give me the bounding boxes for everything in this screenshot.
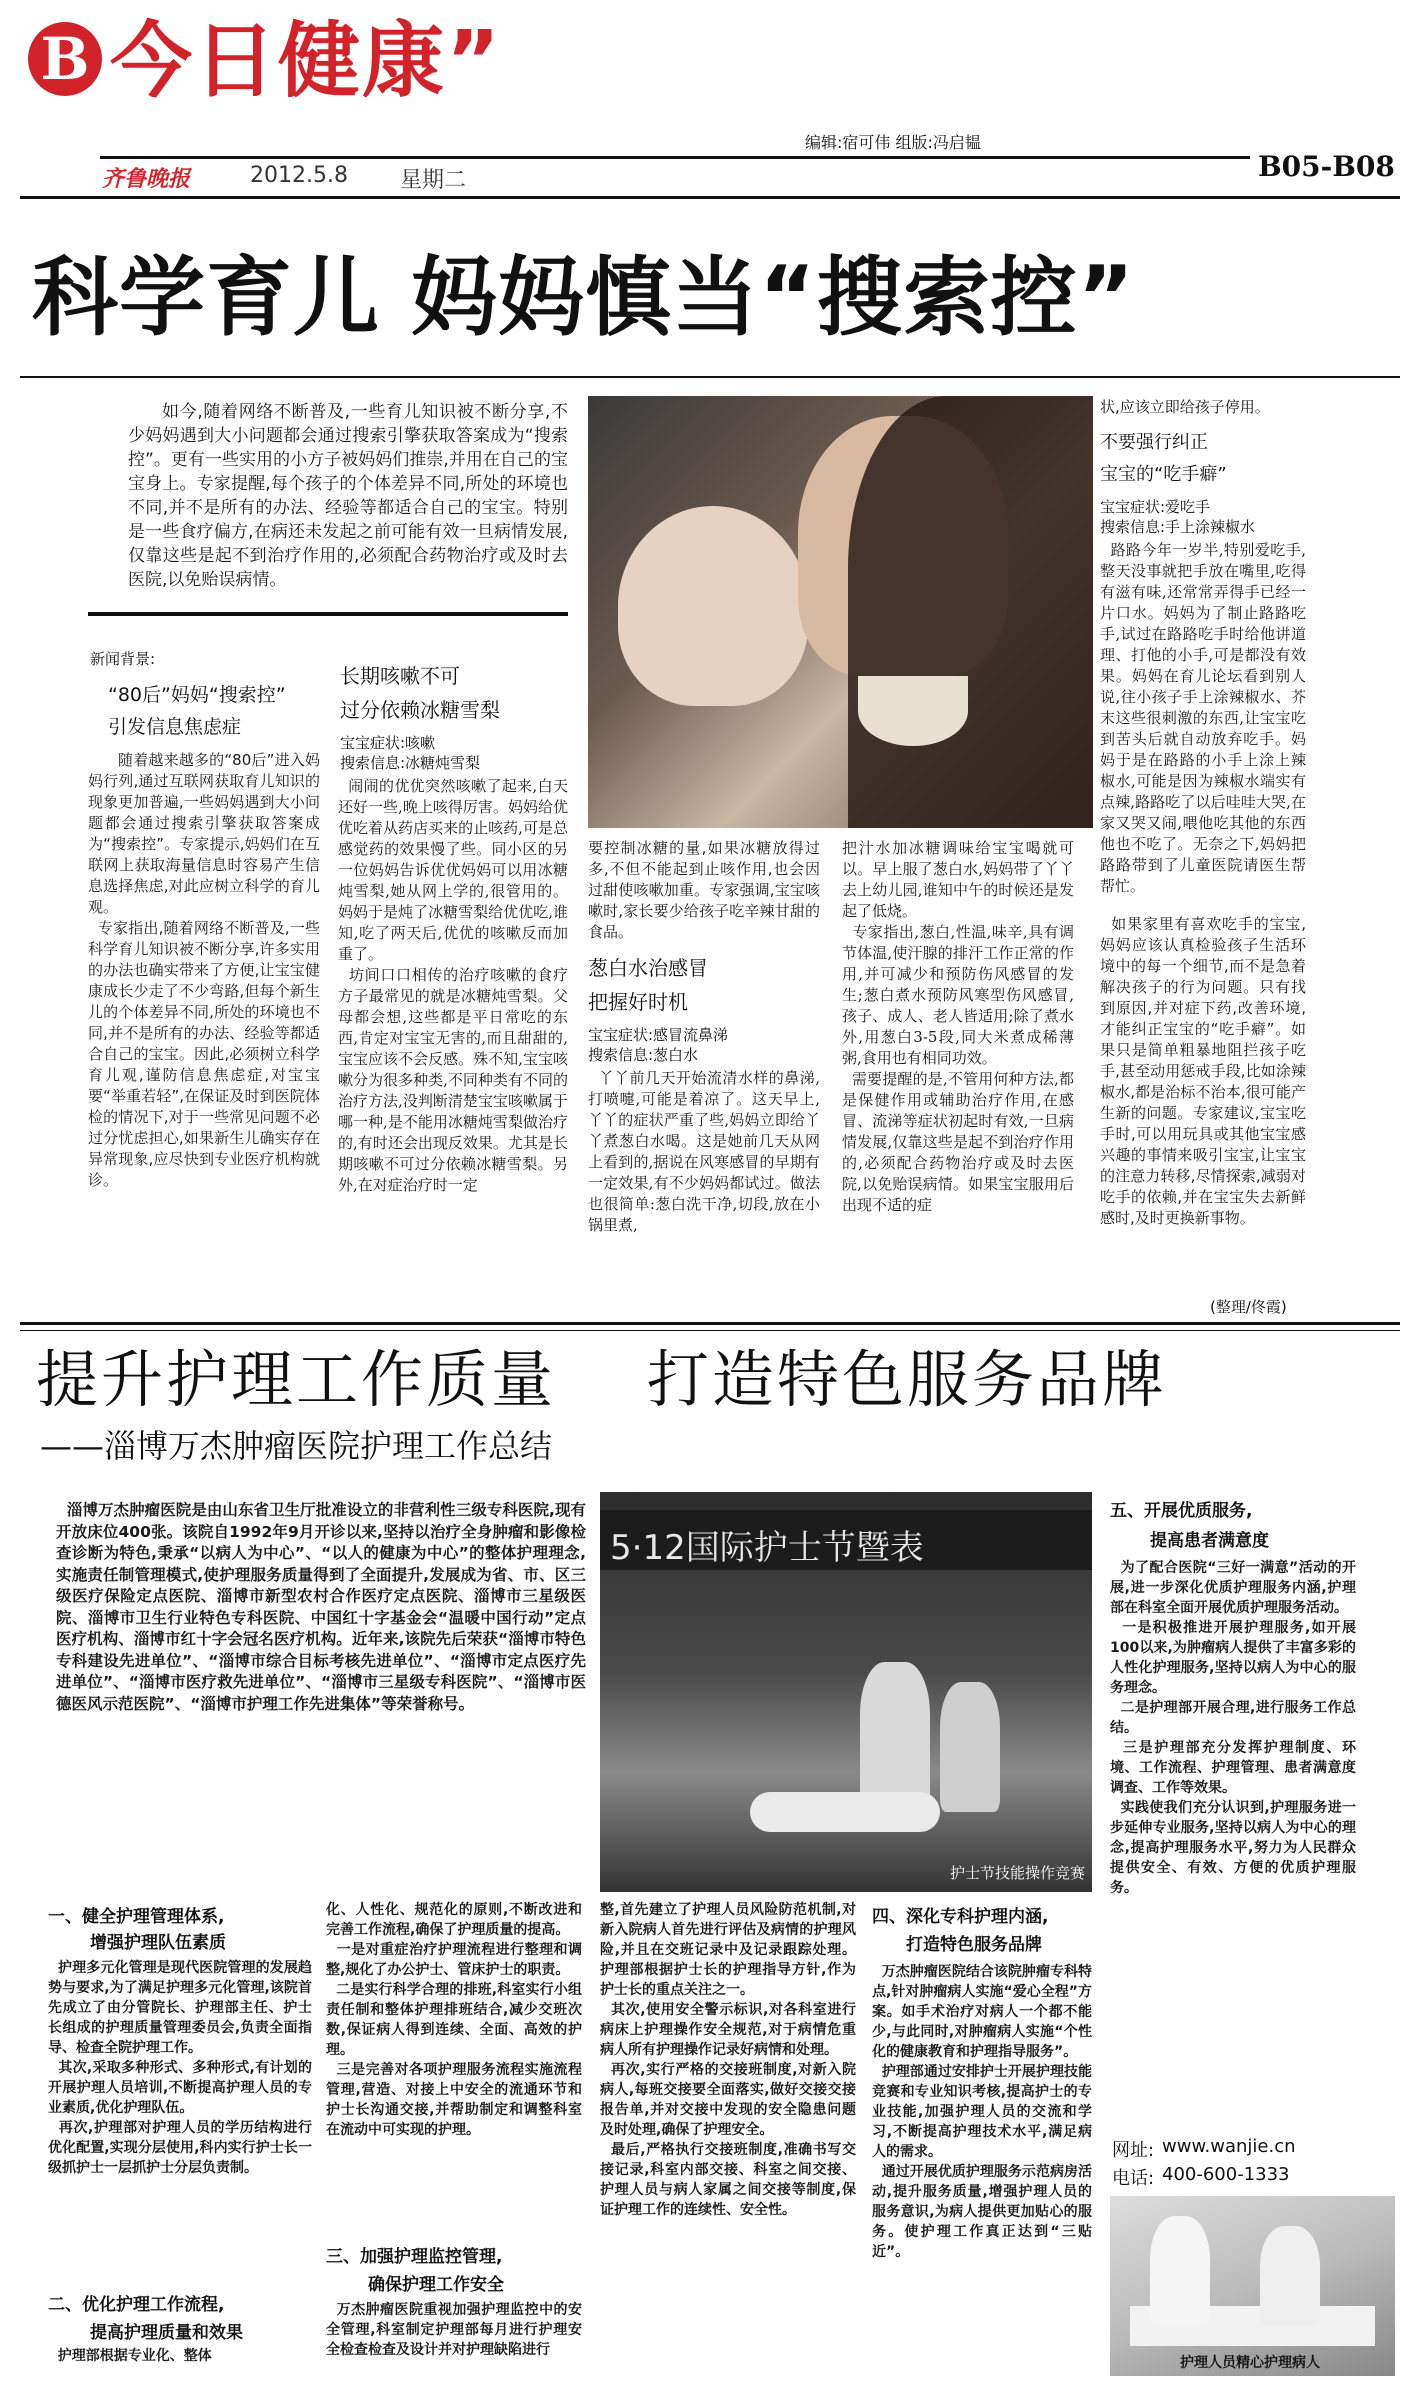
mother-hair bbox=[848, 396, 1093, 828]
col-a-heading-2: 二、优化护理工作流程, bbox=[48, 2295, 225, 2315]
col-c-body: 整,首先建立了护理人员风险防范机制,对新入院病人首先进行评估及病情的护理风险,并且在交班记录中及记录跟踪处理。护理部根据护士长的护理指导方针,作为护士长的重点关注之一。 其次,使用安全警示标识,对各科室进行病床上护理操作安全规范,对于病情危重病人所有护理操作记录好病情和处理。 再次,实行严格的交接班制度,对新入院病人,每班交接要全面落实,做好交接交接报告单,并对交接中发现的安全隐患问题及时处理,确保了护理安全。 最后,严格执行交接班制度,准确书写交接记录,科室内部交接、科室之间交接、护理人员与病人家属之间交接等制度,保证护理工作的连续性、安全性。 bbox=[600, 1902, 856, 2218]
col-d-body: 万杰肿瘤医院结合该院肿瘤专科特点,针对肿瘤病人实施“爱心全程”方案。如手术治疗对病人一个都不能少,与此同时,对肿瘤病人实施“个性化的健康教育和护理指导服务”。 护理部通过安排护士开展护理技能竞赛和专业知识考核,提高护士的专业技能,加强护理人员的交流和学习,不断提高护理技术水平,满足病人的需求。 通过开展优质护理服务示范病房活动,提升服务质量,增强护理人员的服务意识,为病人提供更加贴心的服务。使护理工作真正达到“三贴近”。 bbox=[872, 1964, 1092, 2260]
article1-bottom-rule bbox=[20, 1322, 1400, 1325]
col-d-heading-4b: 打造特色服务品牌 bbox=[906, 1935, 1042, 1955]
photo2-caption: 护理人员精心护理病人 bbox=[1180, 2355, 1320, 2371]
photo1-caption: 护士节技能操作竞赛 bbox=[950, 1864, 1086, 1882]
col5-subhead-1: 不要强行纠正 bbox=[1100, 432, 1208, 453]
col5-symptom: 宝宝症状:爱吃手 bbox=[1100, 498, 1211, 516]
col3-body-2: 丫丫前几天开始流清水样的鼻涕,打喷嚏,可能是着凉了。这天早上,丫丫的症状严重了些,妈妈立即给丫丫煮葱白水喝。这是她前几天从网上看到的,据说在风寒感冒的早期有一定效果,有不少妈妈都试过。做法也很简单:葱白洗干净,切段,放在小锅里煮, bbox=[588, 1069, 820, 1234]
col-e-heading-5b: 提高患者满意度 bbox=[1150, 1531, 1269, 1551]
col3-subhead-1: 葱白水治感冒 bbox=[588, 956, 708, 980]
bowl-shape bbox=[858, 676, 968, 746]
col-a-body-1: 护理多元化管理是现代医院管理的发展趋势与要求,为了满足护理多元化管理,该院首先成立了由分管院长、护理部主任、护士长组成的护理质量管理委员会,负责全面指导、检查全院护理工作。 其次,采取多种形式、多种形式,有计划的开展护理人员培训,不断提高护理人员的专业素质,优化护理队伍。 再次,护理部对护理人员的学历结构进行优化配置,实现分层使用,科内实行护士长一级抓护士一层抓护士分层负责制。 bbox=[48, 1960, 312, 2176]
col-b-heading-3: 三、加强护理监控管理, bbox=[326, 2247, 503, 2267]
col3-subhead-2: 把握好时机 bbox=[588, 990, 688, 1014]
col5-search: 搜索信息:手上涂辣椒水 bbox=[1100, 518, 1256, 536]
article1-headline: 科学育儿 妈妈慎当“搜索控” bbox=[32, 248, 1135, 348]
nurse-figure-2 bbox=[940, 1682, 1000, 1812]
issue-date: 2012.5.8 bbox=[250, 163, 348, 188]
col-a-heading-2b: 提高护理质量和效果 bbox=[90, 2323, 243, 2343]
col2-subhead-1: 长期咳嗽不可 bbox=[340, 664, 460, 688]
nurse-contest-photo bbox=[600, 1492, 1092, 1892]
col4-body: 把汁水加冰糖调味给宝宝喝就可以。早上服了葱白水,妈妈带了丫丫去上幼儿园,谁知中午的时候还是发起了低烧。 专家指出,葱白,性温,味辛,具有调节体温,使汗腺的排汗工作正常的作用,并可减少和预防伤风感冒的发生;葱白煮水预防风寒型伤风感冒,孩子、成人、老人皆适用;除了煮水外,用葱白3-5段,同大米煮成稀薄粥,食用也有相同功效。 需要提醒的是,不管用何种方法,都是保健作用或辅助治疗作用,在感冒、流涕等症状初起时有效,一旦病情发展,仅靠这些是起不到治疗作用的,必须配合药物治疗或及时去医院,以免贻误病情。如果宝宝服用后出现不适的症 bbox=[842, 839, 1074, 1214]
article2-headline: 提升护理工作质量 打造特色服务品牌 bbox=[36, 1343, 1167, 1416]
col5-body-1: 路路今年一岁半,特别爱吃手,整天没事就把手放在嘴里,吃得有滋有味,还常常弄得手已经一片口水。妈妈为了制止路路吃手,试过在路路吃手时给他讲道理、打他的小手,可是都没有效果。妈妈在育儿论坛看到别人说,往小孩子手上涂辣椒水、芥末这些很刺激的东西,让宝宝吃到苦头后就自动放弃吃手。妈妈于是在路路的小手上涂上辣椒水,可能是因为辣椒水端实有点辣,路路吃了以后哇哇大哭,在家又哭又闹,喂他吃其他的东西他也不吃了。无奈之下,妈妈把路路带到了儿童医院请医生帮帮忙。 bbox=[1100, 541, 1306, 895]
col1-subhead-1: “80后”妈妈“搜索控” bbox=[108, 684, 286, 706]
website-label: 网址: bbox=[1112, 2140, 1155, 2161]
masthead-rule bbox=[100, 156, 1250, 159]
lead-rule bbox=[88, 612, 568, 616]
article1-headline-rule bbox=[20, 376, 1400, 378]
article-divider bbox=[20, 1330, 1400, 1331]
col-a-body-2: 护理部根据专业化、整体 bbox=[48, 2348, 212, 2364]
col-a-heading-1: 一、健全护理管理体系, bbox=[48, 1907, 225, 1927]
col-b-body-2: 万杰肿瘤医院重视加强护理监控中的安全管理,科室制定护理部每月进行护理安全检查检查及设计并对护理缺陷进行 bbox=[326, 2302, 582, 2358]
col2-symptom: 宝宝症状:咳嗽 bbox=[340, 734, 436, 752]
col-d-heading-4: 四、深化专科护理内涵, bbox=[872, 1907, 1049, 1927]
col1-body: 随着越来越多的“80后”进入妈妈行列,通过互联网获取育儿知识的现象更加普遍,一些妈妈遇到大小问题都会通过搜索引擎获取答案成为“搜索控”。专家提示,妈妈们在互联网上获取海量信息时容易产生信息选择焦虑,对此应树立科学的育儿观。 专家指出,随着网络不断普及,一些科学育儿知识被不断分享,许多实用的办法也确实带来了方便,让宝宝健康成长少走了不少弯路,但每个新生儿的个体差异不同,所处的环境也不同,并不是所有的办法、经验等都适合自己的宝宝。因此,必须树立科学育儿观,谨防信息焦虑症,对宝宝要“举重若轻”,在保证及时到医院体检的情况下,对于一些常见问题不必过分忧虑担心,如果新生儿确实存在异常现象,应尽快到专业医疗机构就诊。 bbox=[88, 751, 320, 1189]
issue-weekday: 星期二 bbox=[400, 168, 467, 193]
col2-subhead-2: 过分依赖冰糖雪梨 bbox=[340, 698, 500, 722]
col3-search: 搜索信息:葱白水 bbox=[588, 1046, 699, 1064]
baby-figure bbox=[618, 506, 808, 706]
paper-name: 齐鲁晚报 bbox=[102, 166, 191, 192]
col2-search: 搜索信息:冰糖炖雪梨 bbox=[340, 754, 481, 772]
article2-intro: 淄博万杰肿瘤医院是由山东省卫生厅批准设立的非营利性三级专科医院,现有开放床位400张。该院自1992年9月开诊以来,坚持以治疗全身肿瘤和影像检查诊断为特色,秉承“以病人为中心”、“以人的健康为中心”的整体护理理念,实施责任制管理模式,使护理服务质量得到了全面提升,发展成为省、市、区三级医疗保险定点医院、淄博市新型农村合作医疗定点医院、淄博市三星级医院、淄博市卫生行业特色专科医院、中国红十字基金会“温暖中国行动”定点医疗机构、淄博市红十字会冠名医疗机构。近年来,该院先后荣获“淄博市特色专科建设先进单位”、“淄博市综合目标考核先进单位”、“淄博市定点医疗先进单位”、“淄博市医疗救先进单位”、“淄博市三星级专科医院”、“淄博市医德医风示范医院”、“淄博市护理工作先进集体”等荣誉称号。 bbox=[56, 1501, 586, 1713]
nurse-figure-3 bbox=[1150, 2216, 1210, 2326]
nurse-care-photo bbox=[1110, 2196, 1395, 2376]
col-b-heading-3b: 确保护理工作安全 bbox=[368, 2275, 504, 2295]
col5-body-2: 如果家里有喜欢吃手的宝宝,妈妈应该认真检验孩子生活环境中的每一个细节,而不是急着解决孩子的行为问题。只有找到原因,并对症下药,改善环境,才能纠正宝宝的“吃手癖”。如果只是简单粗暴地阻拦孩子吃手,甚至动用惩戒手段,比如涂辣椒水,都是治标不治本,很可能产生新的问题。专家建议,宝宝吃手时,可以用玩具或其他宝宝感兴趣的事情来吸引宝宝,让宝宝的注意力转移,尽情探索,减弱对吃手的依赖,并在宝宝失去新鲜感时,及时更换新事物。 bbox=[1100, 915, 1306, 1227]
mother-baby-photo bbox=[588, 396, 1093, 828]
section-letter: B bbox=[40, 25, 90, 93]
page-range: B05-B08 bbox=[1258, 150, 1395, 183]
news-kicker: 新闻背景: bbox=[90, 650, 156, 668]
masthead-rule-bottom bbox=[20, 196, 1400, 199]
col3-symptom: 宝宝症状:感冒流鼻涕 bbox=[588, 1026, 729, 1044]
col5-top-text: 状,应该立即给孩子停用。 bbox=[1100, 398, 1270, 416]
nurse-figure-1 bbox=[860, 1662, 930, 1812]
patient-dummy bbox=[750, 1792, 940, 1832]
nurse-figure-4 bbox=[1260, 2226, 1320, 2326]
article1-byline: (整理/佟霞) bbox=[1210, 1298, 1287, 1316]
col-e-heading-5: 五、开展优质服务, bbox=[1110, 1501, 1253, 1521]
col5-subhead-2: 宝宝的“吃手癖” bbox=[1100, 464, 1227, 485]
col1-subhead-2: 引发信息焦虑症 bbox=[108, 716, 242, 738]
phone-number: 400-600-1333 bbox=[1162, 2164, 1290, 2185]
col-a-heading-1b: 增强护理队伍素质 bbox=[90, 1933, 226, 1953]
article1-lead: 如今,随着网络不断普及,一些育儿知识被不断分享,不少妈妈遇到大小问题都会通过搜索引擎获取答案成为“搜索控”。更有一些实用的小方子被妈妈们推崇,并用在自己的宝宝身上。专家提醒,每个孩子的个体差异不同,所处的环境也不同,并不是所有的办法、经验等都适合自己的宝宝。特别是一些食疗偏方,在病还未发起之前可能有效一旦病情发展,仅靠这些是起不到治疗作用的,必须配合药物治疗或及时去医院,以免贻误病情。 bbox=[128, 402, 568, 590]
col2-body: 闹闹的优优突然咳嗽了起来,白天还好一些,晚上咳得厉害。妈妈给优优吃着从药店买来的止咳药,可是总感觉药的效果慢了些。同小区的另一位妈妈告诉优优妈妈可以用冰糖炖雪梨,她从网上学的,很管用的。妈妈于是炖了冰糖雪梨给优优吃,谁知,吃了两天后,优优的咳嗽反而加重了。 坊间口口相传的治疗咳嗽的食疗方子最常见的就是冰糖炖雪梨。父母都会想,这些都是平日常吃的东西,肯定对宝宝无害的,而且甜甜的,宝宝应该不会反感。殊不知,宝宝咳嗽分为很多种类,不同种类有不同的治疗方法,没判断清楚宝宝咳嗽属于哪一种,是不能用冰糖炖雪梨做治疗的,有时还会出现反效果。尤其是长期咳嗽不可过分依赖冰糖雪梨。另外,在对症治疗时一定 bbox=[338, 777, 568, 1194]
col-b-body-1: 化、人性化、规范化的原则,不断改进和完善工作流程,确保了护理质量的提高。 一是对重症治疗护理流程进行整理和调整,规化了办公护士、管床护士的职责。 二是实行科学合理的排班,科室实行小组责任制和整体护理排班结合,减少交班次数,保证病人得到连续、全面、高效的护理。 三是完善对各项护理服务流程实施流程管理,营造、对接上中安全的流通环节和护士长沟通交接,并帮助制定和调整科室在流动中可实现的护理。 bbox=[326, 1902, 582, 2138]
col-e-body: 为了配合医院“三好一满意”活动的开展,进一步深化优质护理服务内涵,护理部在科室全面开展优质护理服务活动。 一是积极推进开展护理服务,如开展100以来,为肿瘤病人提供了丰富多彩的人性化护理服务,坚持以病人为中心的服务理念。 二是护理部开展合理,进行服务工作总结。 三是护理部充分发挥护理制度、环境、工作流程、护理管理、患者满意度调查、工作等效果。 实践使我们充分认识到,护理服务进一步延伸专业服务,坚持以病人为中心的理念,提高护理服务水平,努力为人民群众提供安全、有效、方便的优质护理服务。 bbox=[1110, 1560, 1356, 1896]
phone-label: 电话: bbox=[1112, 2168, 1155, 2189]
banner-text: 5·12国际护士节暨表 bbox=[610, 1528, 924, 1568]
editors-credit: 编辑:宿可伟 组版:冯启韫 bbox=[805, 133, 981, 152]
col3-body-1: 要控制冰糖的量,如果冰糖放得过多,不但不能起到止咳作用,也会因过甜使咳嗽加重。专家强调,宝宝咳嗽时,家长要少给孩子吃辛辣甘甜的食品。 bbox=[588, 839, 820, 941]
article2-subheadline: ——淄博万杰肿瘤医院护理工作总结 bbox=[40, 1427, 553, 1465]
website-link[interactable]: www.wanjie.cn bbox=[1162, 2136, 1296, 2157]
section-title: 今日健康” bbox=[110, 14, 502, 109]
